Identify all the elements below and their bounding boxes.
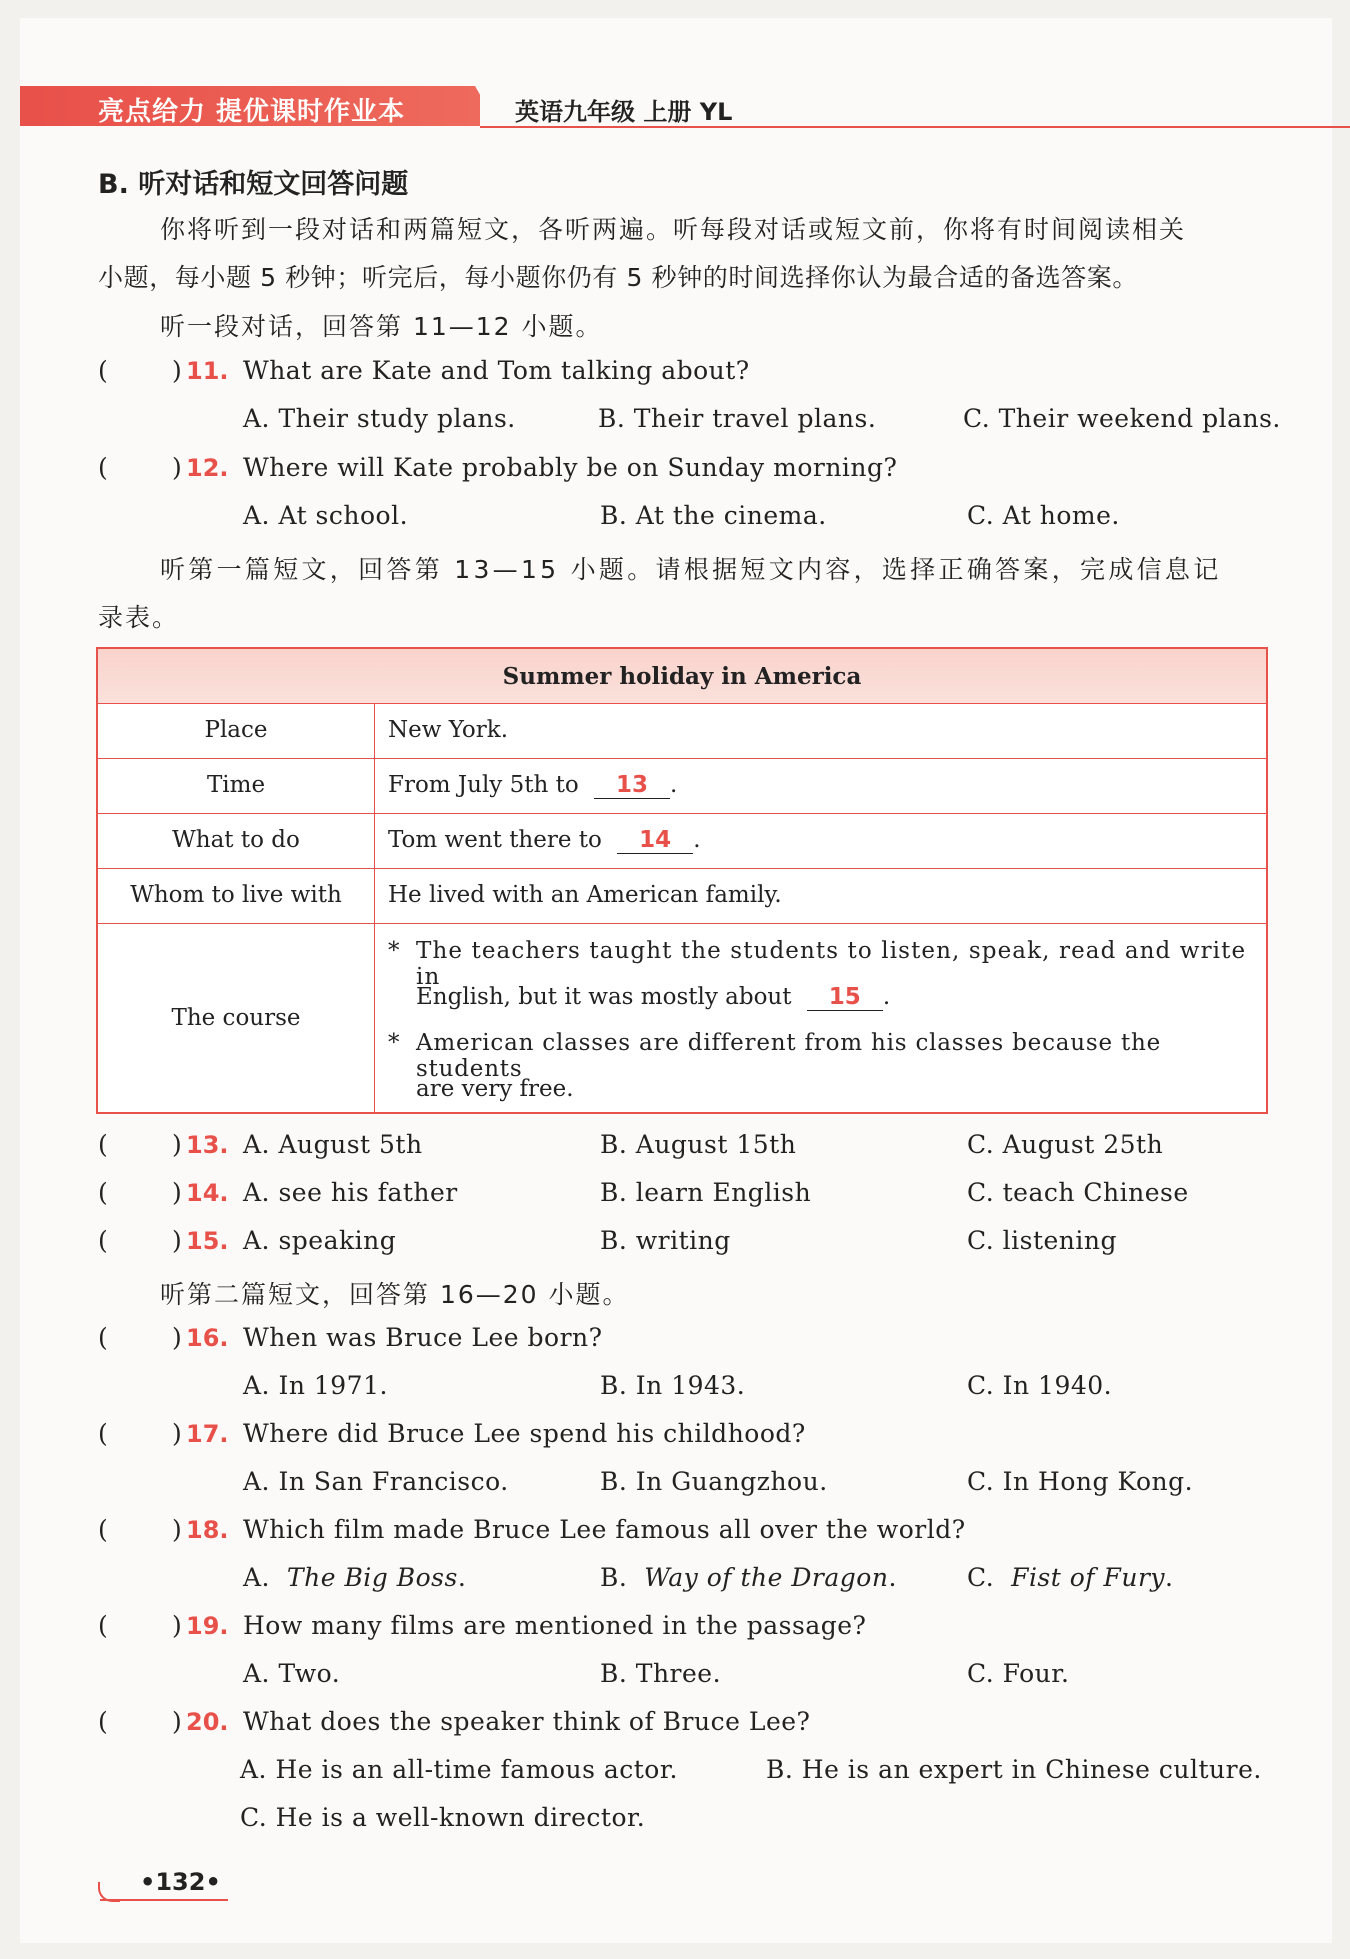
answer-paren-open: (: [98, 1178, 109, 1207]
q17-option-b: B. In Guangzhou.: [600, 1467, 828, 1496]
q18-option-c: C. Fist of Fury.: [967, 1563, 1174, 1592]
q12-option-c: C. At home.: [967, 501, 1120, 530]
answer-paren-close: ): [172, 1323, 183, 1352]
time-value: From July 5th to: [388, 772, 579, 798]
intro-line-2: 小题，每小题 5 秒钟；听完后，每小题你仍有 5 秒钟的时间选择你认为最合适的备选答案。: [98, 263, 1139, 292]
passage1-intro-line-2: 录表。: [98, 603, 180, 632]
course-line-3: American classes are different from his classes because the students: [416, 1030, 1162, 1082]
course-line-4: are very free.: [416, 1076, 574, 1102]
q19-option-b: B. Three.: [600, 1659, 722, 1688]
q16-option-c: C. In 1940.: [967, 1371, 1113, 1400]
q17-option-c: C. In Hong Kong.: [967, 1467, 1194, 1496]
answer-paren-close: ): [172, 1515, 183, 1544]
page-number: •132•: [140, 1868, 221, 1896]
table-row-divider: [98, 923, 1266, 924]
answer-paren-close: ): [172, 356, 183, 385]
film-title-big-boss: The Big Boss: [286, 1563, 458, 1592]
question-number-13: 13.: [186, 1131, 229, 1159]
q13-option-a: A. August 5th: [243, 1130, 423, 1159]
blank-13: 13: [594, 772, 670, 799]
blank-15: 15: [807, 984, 883, 1011]
table-title: Summer holiday in America: [502, 663, 862, 690]
what-to-do-label: What to do: [172, 827, 300, 853]
q12-option-b: B. At the cinema.: [600, 501, 827, 530]
question-19-text: How many films are mentioned in the passage?: [243, 1611, 867, 1640]
q13-option-b: B. August 15th: [600, 1130, 797, 1159]
answer-paren-close: ): [172, 1178, 183, 1207]
question-number-14: 14.: [186, 1179, 229, 1207]
question-12-text: Where will Kate probably be on Sunday morning?: [243, 453, 898, 482]
question-11-text: What are Kate and Tom talking about?: [243, 356, 750, 385]
header-subtitle: 英语九年级 上册 YL: [515, 98, 733, 126]
course-line-2: English, but it was mostly about: [416, 984, 792, 1010]
what-to-do-value: Tom went there to: [388, 827, 602, 853]
answer-paren-open: (: [98, 1515, 109, 1544]
question-17-text: Where did Bruce Lee spend his childhood?: [243, 1419, 806, 1448]
question-20-text: What does the speaker think of Bruce Lee?: [243, 1707, 811, 1736]
section-title: B. 听对话和短文回答问题: [98, 169, 409, 200]
q11-option-b: B. Their travel plans.: [598, 404, 877, 433]
whom-value: He lived with an American family.: [388, 882, 782, 908]
q12-option-a: A. At school.: [243, 501, 409, 530]
film-title-way-of-the-dragon: Way of the Dragon: [644, 1563, 889, 1592]
answer-paren-open: (: [98, 453, 109, 482]
q13-option-c: C. August 25th: [967, 1130, 1164, 1159]
q16-option-a: A. In 1971.: [243, 1371, 388, 1400]
question-number-15: 15.: [186, 1227, 229, 1255]
answer-paren-close: ): [172, 1419, 183, 1448]
question-number-20: 20.: [186, 1708, 229, 1736]
table-row-divider: [98, 868, 1266, 869]
blank-14: 14: [617, 827, 693, 854]
question-number-11: 11.: [186, 357, 229, 385]
header-series-title: 亮点给力 提优课时作业本: [98, 97, 406, 127]
q19-option-a: A. Two.: [243, 1659, 341, 1688]
q15-option-a: A. speaking: [243, 1226, 397, 1255]
what-to-do-period: .: [693, 827, 701, 853]
q14-option-a: A. see his father: [243, 1178, 458, 1207]
question-number-16: 16.: [186, 1324, 229, 1352]
film-title-fist-of-fury: Fist of Fury: [1011, 1563, 1166, 1592]
place-label: Place: [204, 717, 268, 743]
answer-paren-close: ): [172, 1226, 183, 1255]
q17-option-a: A. In San Francisco.: [243, 1467, 509, 1496]
answer-paren-open: (: [98, 1323, 109, 1352]
place-value: New York.: [388, 717, 509, 743]
question-number-18: 18.: [186, 1516, 229, 1544]
q11-option-a: A. Their study plans.: [243, 404, 516, 433]
q15-option-c: C. listening: [967, 1226, 1117, 1255]
footer-rule: [100, 1899, 228, 1901]
table-column-divider: [374, 703, 375, 1114]
header-rule: [480, 126, 1350, 128]
answer-paren-open: (: [98, 1419, 109, 1448]
q20-option-a: A. He is an all-time famous actor.: [240, 1755, 678, 1784]
whom-label: Whom to live with: [130, 882, 342, 908]
question-number-19: 19.: [186, 1612, 229, 1640]
passage1-intro-line-1: 听第一篇短文，回答第 13—15 小题。请根据短文内容，选择正确答案，完成信息记: [160, 555, 1222, 584]
q19-option-c: C. Four.: [967, 1659, 1070, 1688]
q11-option-c: C. Their weekend plans.: [963, 404, 1281, 433]
course-period: .: [882, 984, 891, 1010]
passage2-intro: 听第二篇短文，回答第 16—20 小题。: [160, 1280, 630, 1309]
question-number-17: 17.: [186, 1420, 229, 1448]
q16-option-b: B. In 1943.: [600, 1371, 746, 1400]
table-header: [98, 649, 1266, 704]
dialogue-intro: 听一段对话，回答第 11—12 小题。: [160, 312, 603, 341]
answer-paren-close: ): [172, 453, 183, 482]
intro-line-1: 你将听到一段对话和两篇短文，各听两遍。听每段对话或短文前，你将有时间阅读相关: [160, 215, 1187, 244]
course-bullet: *: [388, 938, 400, 964]
answer-paren-open: (: [98, 1130, 109, 1159]
question-16-text: When was Bruce Lee born?: [243, 1323, 603, 1352]
time-label: Time: [206, 772, 266, 798]
time-period: .: [670, 772, 678, 798]
answer-paren-open: (: [98, 1707, 109, 1736]
q14-option-c: C. teach Chinese: [967, 1178, 1189, 1207]
course-line-1: The teachers taught the students to listen, speak, read and write in: [416, 938, 1247, 990]
course-label: The course: [171, 1005, 301, 1031]
answer-paren-open: (: [98, 1226, 109, 1255]
answer-paren-close: ): [172, 1130, 183, 1159]
answer-paren-open: (: [98, 356, 109, 385]
table-row-divider: [98, 813, 1266, 814]
course-bullet: *: [388, 1030, 400, 1056]
answer-paren-close: ): [172, 1707, 183, 1736]
summer-holiday-table: [96, 647, 1268, 1114]
q18-option-a: A. The Big Boss.: [243, 1563, 467, 1592]
q18-option-b: B. Way of the Dragon.: [600, 1563, 897, 1592]
table-row-divider: [98, 758, 1266, 759]
question-number-12: 12.: [186, 454, 229, 482]
q15-option-b: B. writing: [600, 1226, 731, 1255]
question-18-text: Which film made Bruce Lee famous all over the world?: [243, 1515, 966, 1544]
q14-option-b: B. learn English: [600, 1178, 812, 1207]
q20-option-b: B. He is an expert in Chinese culture.: [766, 1755, 1262, 1784]
q20-option-c: C. He is a well-known director.: [240, 1803, 646, 1832]
page-header: [20, 86, 1332, 130]
answer-paren-open: (: [98, 1611, 109, 1640]
answer-paren-close: ): [172, 1611, 183, 1640]
